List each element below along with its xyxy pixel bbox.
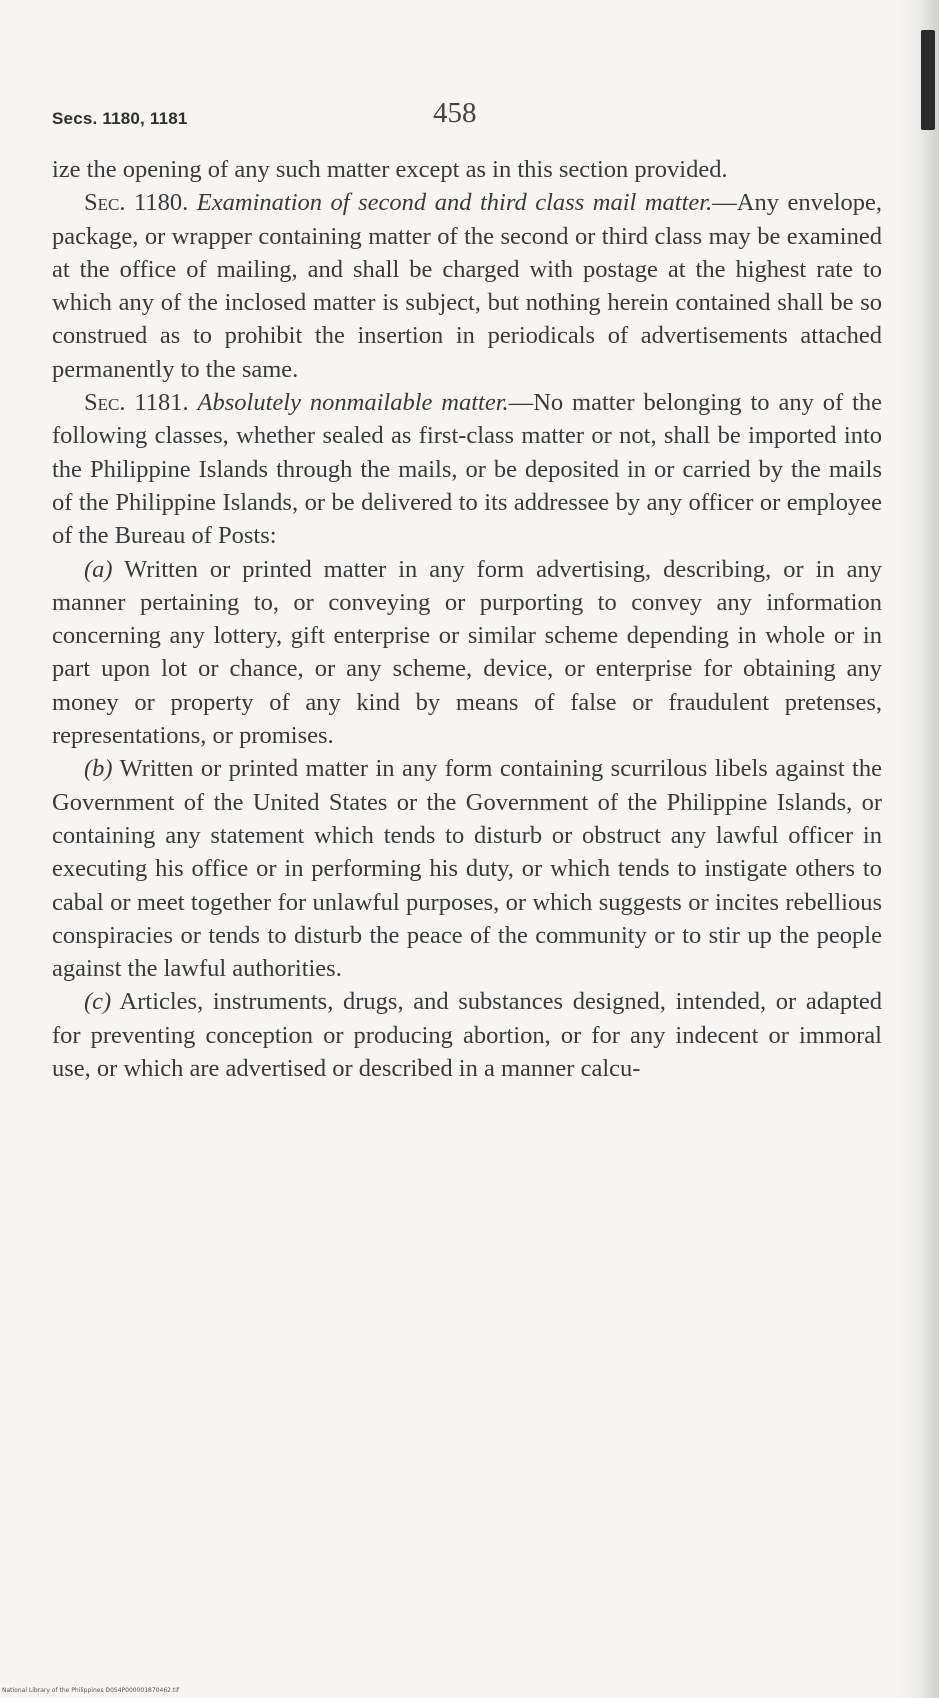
clause-label: (b) (84, 755, 113, 783)
document-page (52, 95, 882, 1655)
section-number: 1180. (134, 189, 189, 217)
sec-label: Sec. (84, 389, 126, 417)
scan-corner-mark (921, 30, 935, 130)
continued-paragraph: ize the opening of any such matter except as in this section provided. (52, 156, 728, 183)
source-footnote: National Library of the Philippines D0S4P000001870462.tif (2, 1687, 180, 1694)
body-text (52, 153, 882, 1085)
section-1180 (52, 186, 882, 386)
section-text: —No matter belonging to any of the following classes, whether sealed as first-class matter or not, shall be imported into the Philippine Islands through the mails, or be deposited in or carried by the mails of the Philippine Islands, or be delivered to its addressee by any officer or employee of the Bureau of Posts: (52, 389, 882, 550)
running-header (52, 95, 882, 139)
sec-label: Sec. (84, 189, 126, 217)
clause-c (52, 985, 882, 1085)
section-title: Absolutely nonmailable matter. (197, 389, 509, 417)
page-edge-shadow (899, 0, 939, 1698)
section-number: 1181. (134, 389, 189, 417)
section-1181 (52, 386, 882, 552)
page-number: 458 (433, 97, 477, 129)
clause-text: Written or printed matter in any form containing scurrilous libels against the Government of the United States or the Government of the Philippine Islands, or containing any statement which tends to disturb or obstruct any lawful officer in executing his office or in performing his duty, or which tends to instigate others to cabal or meet together for unlawful purposes, or which suggests or incites rebellious conspiracies or tends to disturb the peace of the community or to stir up the people against the lawful authorities. (52, 755, 882, 983)
section-text: —Any envelope, package, or wrapper containing matter of the second or third class may be examined at the office of mailing, and shall be charged with postage at the highest rate to which any of the inclosed matter is subject, but nothing herein contained shall be so construed as to prohibit the insertion in periodicals of advertisements attached permanently to the same. (52, 189, 883, 383)
clause-text: Articles, instruments, drugs, and substances designed, intended, or adapted for preventing conception or producing abortion, or for any indecent or immoral use, or which are advertised or described in a manner calcu- (52, 988, 883, 1083)
clause-b (52, 752, 882, 985)
clause-a (52, 553, 882, 753)
clause-label: (c) (84, 988, 112, 1016)
section-reference: Secs. 1180, 1181 (52, 109, 188, 128)
clause-text: Written or printed matter in any form advertising, describing, or in any manner pertaining to, or conveying or purporting to convey any information concerning any lottery, gift enterprise or similar scheme depending in whole or in part upon lot or chance, or any scheme, device, or enterprise for obtaining any money or property of any kind by means of false or fraudulent pretenses, representations, or promises. (52, 555, 883, 750)
clause-label: (a) (84, 555, 113, 583)
section-title: Examination of second and third class mail matter. (196, 189, 713, 217)
